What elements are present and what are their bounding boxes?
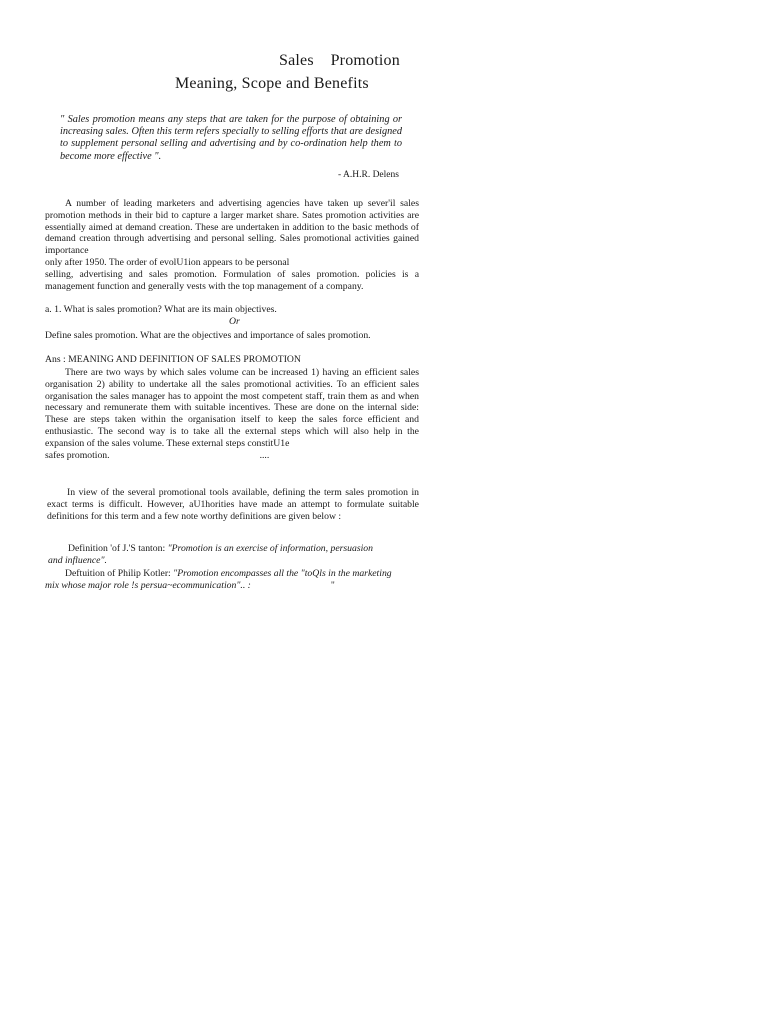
answer-para1-end-text: safes promotion.: [45, 449, 110, 461]
answer-paragraph-1: [45, 367, 419, 461]
question-or: Or: [229, 316, 240, 327]
definition-stanton: [45, 543, 378, 567]
definition-kotler: [45, 568, 405, 592]
definition-stanton-quote: "Promotion is an exercise of information, persuasion and influence".: [48, 543, 373, 566]
answer-heading: Ans : MEANING AND DEFINITION OF SALES PROMOTION: [45, 354, 301, 365]
definition-kotler-label: Deftuition of Philip Kotler:: [65, 568, 174, 579]
intro-line-b: selling, advertising and sales promotion. Formulation of sales promotion. policies is a management function and generally vests with the top management of a company.: [45, 268, 419, 292]
answer-para1-dots: ....: [259, 449, 270, 461]
quote-attribution: - A.H.R. Delens: [338, 170, 399, 180]
intro-justified-text: A number of leading marketers and advertising agencies have taken up sever'il sales promotion methods in their bid to capture a larger market share. Sates promotion activities are essentially aimed at demand creation. These are undertaken in addition to the basic methods of demand creation through advertising and personal selling. Sales promotional activities gained importance: [45, 198, 419, 257]
intro-paragraph: [45, 198, 419, 292]
answer-paragraph-2: [45, 487, 419, 522]
answer-para1-end: [45, 450, 419, 462]
answer-para1-text: There are two ways by which sales volume can be increased 1) having an efficient sales organisation 2) ability to undertake all the sales promotional activities. To an efficient sales organisation the sales manager has to appoint the most competent staff, train them as and when necessary and remunerate them with suitable incentives. These are done on the internal side: These are steps taken within the organisation itself to keep the sales force efficient and enthusiastic. The second way is to take all the external steps which will also help in the expansion of the sales volume. These external steps constitU1e: [45, 367, 419, 449]
epigraph-quote: " Sales promotion means any steps that are taken for the purpose of obtaining or increasing sales. Often this term refers specially to selling efforts that are designed to supplement personal selling and advertising and by co-ordination help them to become more effective ".: [60, 114, 402, 162]
definition-kotler-tail: ": [330, 579, 335, 591]
definition-stanton-text: [48, 543, 378, 567]
intro-line-a: only after 1950. The order of evolU1ion appears to be personal: [45, 256, 290, 268]
question-2: Define sales promotion. What are the objectives and importance of sales promotion.: [45, 330, 371, 341]
page-title-line1: Sales Promotion: [279, 52, 400, 69]
answer-para2-text: In view of the several promotional tools available, defining the term sales promotion in exact terms is difficult. However, aU1horities have made an attempt to formulate suitable definitions for this term and a few note worthy definitions are given below :: [47, 487, 419, 522]
definition-stanton-label: Definition 'of J.'S tanton:: [68, 543, 168, 554]
definition-kotler-text: [45, 568, 405, 592]
definition-kotler-quote: "Promotion encompasses all the "toQls in the marketing mix whose major role !s persua~ecommunication".. :: [45, 568, 392, 591]
page-title-line2: Meaning, Scope and Benefits: [175, 75, 369, 92]
question-1: a. 1. What is sales promotion? What are its main objectives.: [45, 304, 277, 315]
